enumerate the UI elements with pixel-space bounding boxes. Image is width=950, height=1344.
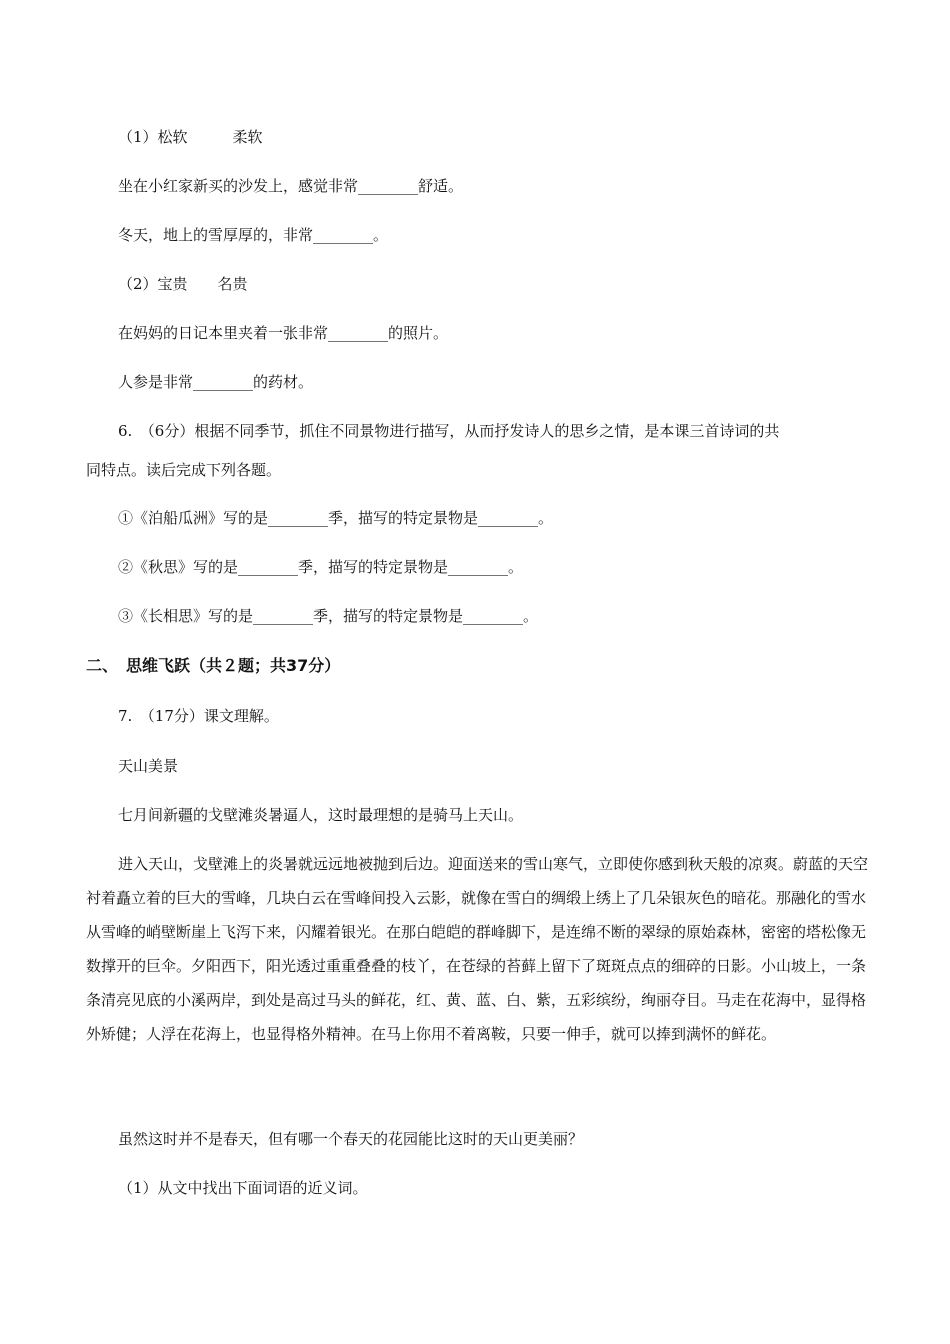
q5-sub2-label: （2）宝贵 名贵 <box>118 275 248 293</box>
section-heading: 二、 思维飞跃（共２题；共37分） <box>86 656 341 675</box>
q6-item-2: ②《秋思》写的是________季，描写的特定景物是________。 <box>118 558 524 576</box>
q5-sub1-label: （1）松软 柔软 <box>118 128 263 146</box>
passage-paragraph-1: 七月间新疆的戈壁滩炎暑逼人，这时最理想的是骑马上天山。 <box>118 806 524 824</box>
q5-sub1-sentence-2: 冬天，地上的雪厚厚的，非常________。 <box>118 226 389 244</box>
q5-sub1-sentence-1: 坐在小红家新买的沙发上，感觉非常________舒适。 <box>118 177 464 195</box>
q6-item-3: ③《长相思》写的是________季，描写的特定景物是________。 <box>118 607 539 625</box>
q5-sub2-sentence-2: 人参是非常________的药材。 <box>118 373 314 391</box>
q6-stem-line-1: 6. （6分）根据不同季节，抓住不同景物进行描写，从而抒发诗人的思乡之情，是本课三首诗词的共 <box>118 422 780 440</box>
q6-item-1: ①《泊船瓜洲》写的是________季，描写的特定景物是________。 <box>118 509 554 527</box>
q7-sub-question-1: （1）从文中找出下面词语的近义词。 <box>118 1179 368 1197</box>
q7-stem: 7. （17分）课文理解。 <box>118 707 279 725</box>
passage-paragraph-3: 虽然这时并不是春天，但有哪一个春天的花园能比这时的天山更美丽？ <box>118 1130 584 1148</box>
passage-title: 天山美景 <box>118 757 179 775</box>
q5-sub2-sentence-1: 在妈妈的日记本里夹着一张非常________的照片。 <box>118 324 449 342</box>
q6-stem-line-2: 同特点。读后完成下列各题。 <box>86 461 282 479</box>
passage-paragraph-2: 进入天山，戈壁滩上的炎暑就远远地被抛到后边。迎面送来的雪山寒气，立即使你感到秋天般的凉爽。蔚蓝的天空衬着矗立着的巨大的雪峰，几块白云在雪峰间投入云影，就像在雪白的绸缎上绣上了几朵银灰色的暗花。那融化的雪水从雪峰的峭壁断崖上飞泻下来，闪耀着银光。在那白皑皑的群峰脚下，是连绵不断的翠绿的原始森林，密密的塔松像无数撑开的巨伞。夕阳西下，阳光透过重重叠叠的枝丫，在苍绿的苔藓上留下了斑斑点点的细碎的日影。小山坡上，一条条清亮见底的小溪两岸，到处是高过马头的鲜花，红、黄、蓝、白、紫，五彩缤纷，绚丽夺目。马走在花海中，显得格外矫健；人浮在花海上，也显得格外精神。在马上你用不着离鞍，只要一伸手，就可以捧到满怀的鲜花。 <box>86 855 869 1043</box>
